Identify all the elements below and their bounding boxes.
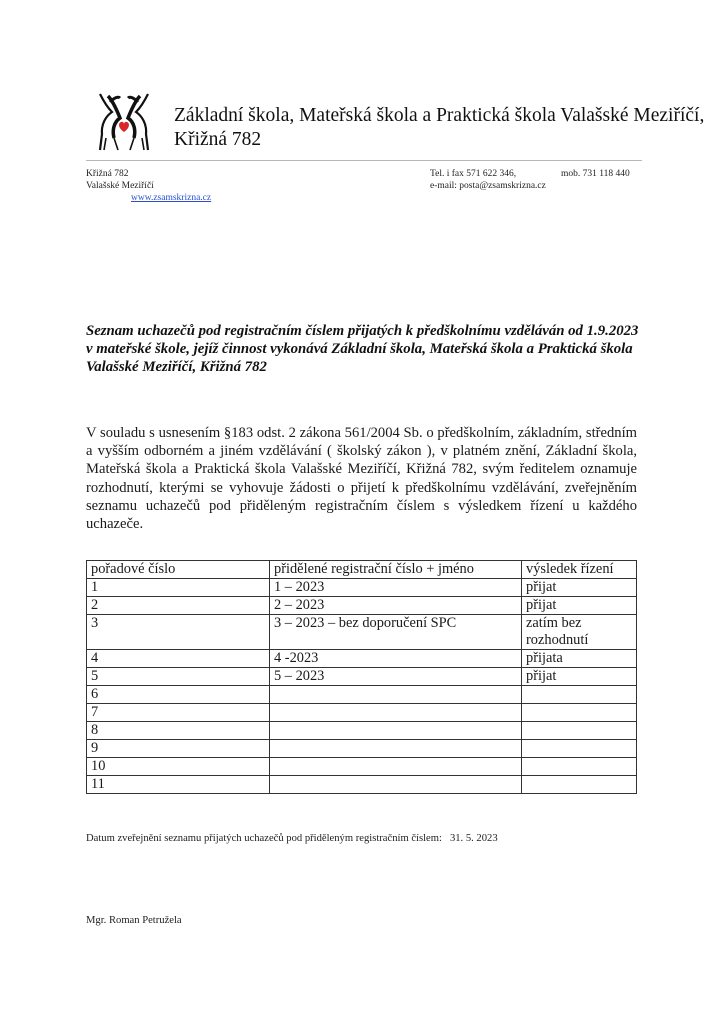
cell-order: 10 <box>87 758 270 776</box>
cell-result: přijat <box>522 579 637 597</box>
signature: Mgr. Roman Petružela <box>86 915 182 926</box>
school-name-line1: Základní škola, Mateřská škola a Praktická škola Valašské Meziříčí, <box>174 105 705 126</box>
announcement-paragraph: V souladu s usnesením §183 odst. 2 zákona 561/2004 Sb. o předškolním, základním, středním a vyšším odborném a jiném vzdělávání ( školský zákon ), v platném znění, Základní škola, Mateřská škola a Praktická škola Valašské Meziříčí, Křižná 782, svým ředitelem oznamuje rozhodnutí, kterými se vyhovuje žádosti o přijetí k předškolnímu vzdělávání, zveřejněním seznamu uchazečů pod přiděleným registračním číslem s výsledkem řízení u každého uchazeče. <box>86 425 637 533</box>
table-row <box>87 668 637 686</box>
table-row <box>87 686 637 704</box>
cell-result <box>522 776 637 794</box>
cell-result <box>522 615 637 650</box>
table-row <box>87 758 637 776</box>
mobile-phone: mob. 731 118 440 <box>561 169 630 179</box>
table-row <box>87 597 637 615</box>
cell-order: 5 <box>87 668 270 686</box>
cell-result <box>522 740 637 758</box>
school-name <box>174 104 704 152</box>
table-row <box>87 615 637 650</box>
cell-result-line2: rozhodnutí <box>526 632 589 648</box>
cell-result <box>522 758 637 776</box>
cell-result <box>522 686 637 704</box>
header-result: výsledek řízení <box>522 561 637 579</box>
table-row <box>87 722 637 740</box>
applicants-table <box>86 560 637 794</box>
cell-result <box>522 722 637 740</box>
title-line1: Seznam uchazečů pod registračním číslem přijatých k předškolnímu vzděláván od 1.9.2023 <box>86 323 639 339</box>
address-street: Křižná 782 <box>86 169 129 179</box>
header-order: pořadové číslo <box>87 561 270 579</box>
cell-order: 1 <box>87 579 270 597</box>
cell-registration <box>270 722 522 740</box>
address-city: Valašské Meziříčí <box>86 181 154 191</box>
cell-registration: 5 – 2023 <box>270 668 522 686</box>
table-row <box>87 704 637 722</box>
table-row <box>87 740 637 758</box>
cell-order: 11 <box>87 776 270 794</box>
cell-registration <box>270 776 522 794</box>
cell-order: 6 <box>87 686 270 704</box>
cell-result: přijata <box>522 650 637 668</box>
publication-date-value: 31. 5. 2023 <box>449 833 498 844</box>
cell-registration: 3 – 2023 – bez doporučení SPC <box>270 615 522 650</box>
title-line3: Valašské Meziříčí, Křižná 782 <box>86 359 267 375</box>
website-link[interactable]: www.zsamskrizna.cz <box>131 193 212 203</box>
header-registration: přidělené registrační číslo + jméno <box>270 561 522 579</box>
cell-registration: 4 -2023 <box>270 650 522 668</box>
cell-result: přijat <box>522 668 637 686</box>
cell-registration <box>270 740 522 758</box>
cell-registration <box>270 704 522 722</box>
cell-registration: 1 – 2023 <box>270 579 522 597</box>
email-address: e-mail: posta@zsamskrizna.cz <box>430 181 546 191</box>
school-logo-icon <box>92 88 156 152</box>
cell-registration <box>270 758 522 776</box>
table-row <box>87 579 637 597</box>
cell-registration: 2 – 2023 <box>270 597 522 615</box>
cell-result-line1: zatím bez <box>526 615 582 631</box>
header-divider <box>86 160 642 161</box>
table-row <box>87 776 637 794</box>
table-header-row <box>87 561 637 579</box>
school-name-line2: Křižná 782 <box>174 129 262 150</box>
cell-order: 2 <box>87 597 270 615</box>
table-row <box>87 650 637 668</box>
title-line2: v mateřské škole, jejíž činnost vykonává Základní škola, Mateřská škola a Praktická škola <box>86 341 633 357</box>
document-title <box>86 322 646 376</box>
cell-order: 4 <box>87 650 270 668</box>
cell-order: 9 <box>87 740 270 758</box>
cell-result: přijat <box>522 597 637 615</box>
school-logo-figures-icon <box>92 88 156 152</box>
phone-fax: Tel. i fax 571 622 346, <box>430 169 517 179</box>
cell-result <box>522 704 637 722</box>
publication-date-line <box>86 832 498 846</box>
cell-order: 8 <box>87 722 270 740</box>
cell-order: 7 <box>87 704 270 722</box>
cell-registration <box>270 686 522 704</box>
publication-date-label: Datum zveřejnění seznamu přijatých uchazečů pod přiděleným registračním číslem: <box>86 833 442 844</box>
cell-order: 3 <box>87 615 270 650</box>
